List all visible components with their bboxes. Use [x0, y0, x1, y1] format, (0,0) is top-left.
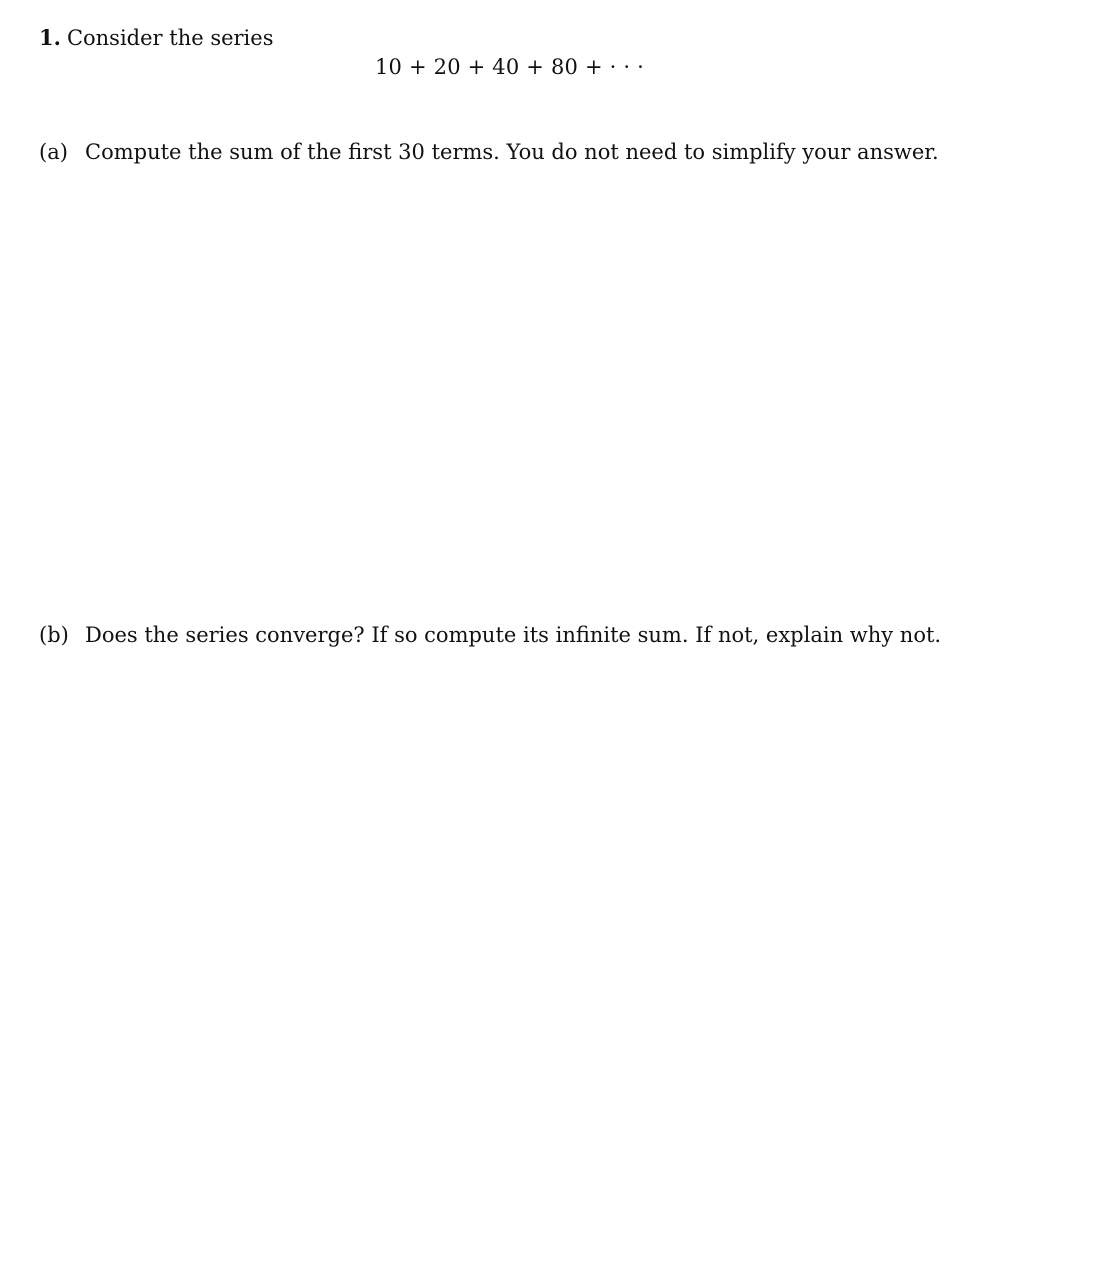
part-a-label: (a): [39, 140, 68, 164]
part-b-answer-space: [39, 658, 1054, 1258]
part-b-question: [39, 621, 941, 649]
problem-number: 1.: [39, 25, 61, 50]
problem-heading: [39, 24, 273, 52]
part-a-text: Compute the sum of the first 30 terms. You do not need to simplify your answer.: [85, 140, 939, 164]
part-a-answer-space: [39, 175, 1054, 605]
series-expression: 10 + 20 + 40 + 80 + · · ·: [374, 55, 645, 79]
part-b-text: Does the series converge? If so compute its infinite sum. If not, explain why not.: [85, 623, 942, 647]
problem-intro: Consider the series: [66, 26, 274, 50]
part-a-question: [39, 138, 939, 166]
part-b-label: (b): [39, 623, 69, 647]
